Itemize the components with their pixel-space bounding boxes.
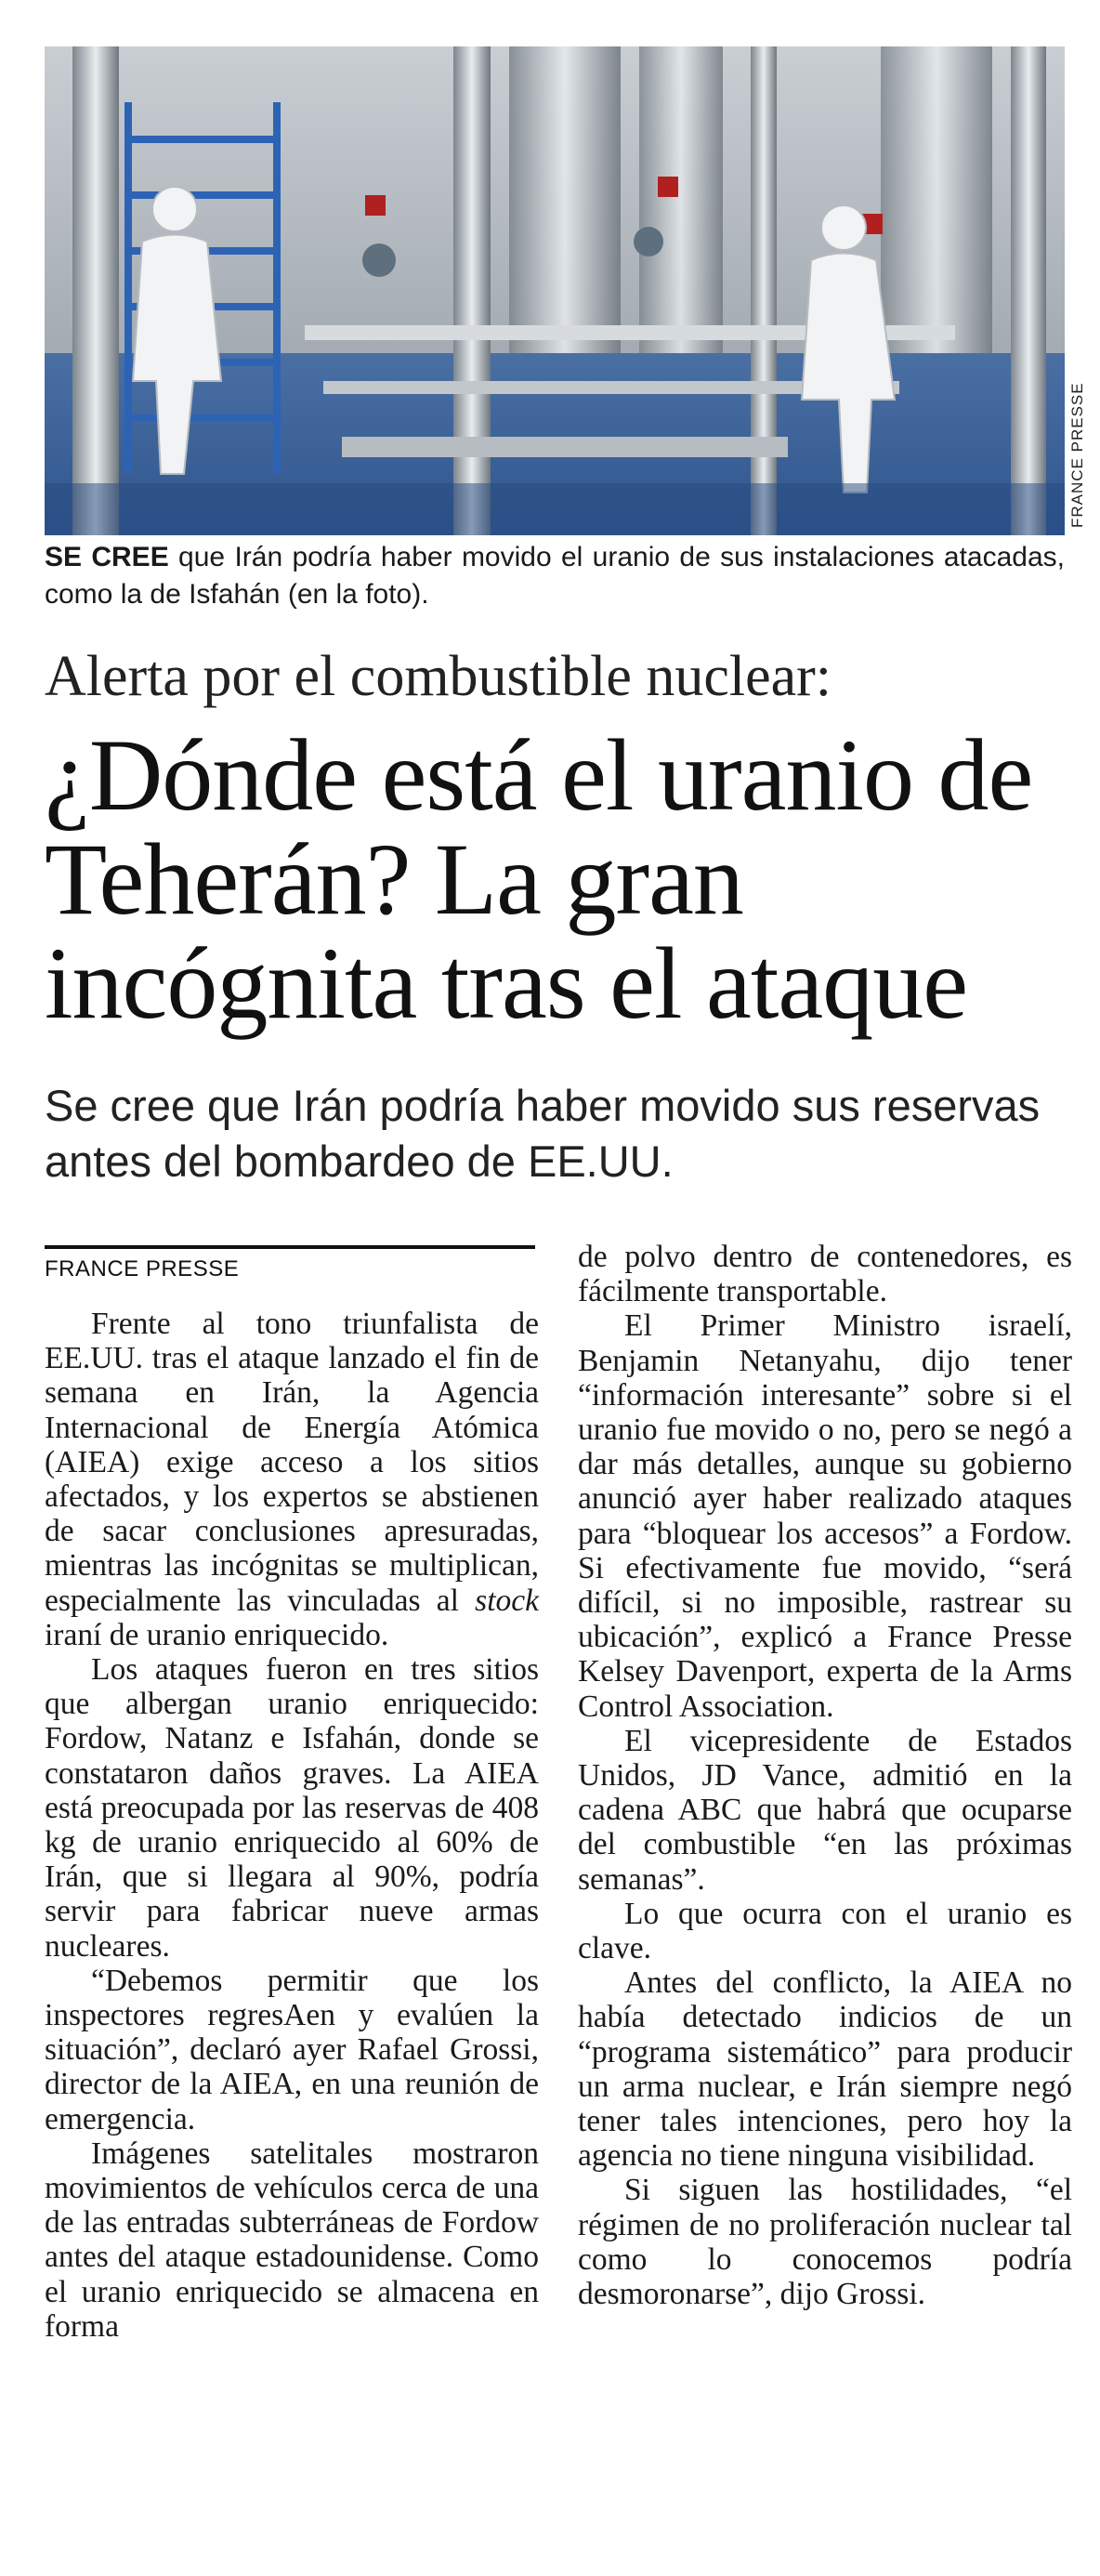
- article-kicker: Alerta por el combustible nuclear:: [45, 645, 832, 708]
- paragraph-1-text-end: iraní de uranio enriquecido.: [45, 1617, 389, 1652]
- body-column-1: [45, 1307, 539, 2344]
- paragraph-8: Lo que ocurra con el uranio es clave.: [578, 1896, 1072, 1966]
- article-headline: ¿Dónde está el uranio de Teherán? La gran incógnita tras el ataque: [45, 718, 1033, 1040]
- photo-caption: [45, 539, 1065, 613]
- article-deck: Se cree que Irán podría haber movido sus reservas antes del bombardeo de EE.UU.: [45, 1081, 1041, 1186]
- body-column-2: [578, 1240, 1072, 2311]
- paragraph-3: “Debemos permitir que los inspectores regresAen y evalúen la situación”, declaró ayer Rafael Grossi, director de la AIEA, en una reunión de emergencia.: [45, 1963, 539, 2136]
- nuclear-facility-photo-icon: [45, 46, 1065, 535]
- paragraph-9: Antes del conflicto, la AIEA no había detectado indicios de un “programa sistemático” para producir un arma nuclear, e Irán siempre negó tener tales intenciones, pero hoy la agencia no tiene ninguna visibilidad.: [578, 1965, 1072, 2174]
- paragraph-5: de polvo dentro de contenedores, es fácilmente transportable.: [578, 1240, 1072, 1309]
- article-byline: FRANCE PRESSE: [45, 1256, 240, 1281]
- byline-rule: [45, 1245, 535, 1249]
- paragraph-4: Imágenes satelitales mostraron movimientos de vehículos cerca de una de las entradas subterráneas de Fordow antes del ataque estadounidense. Como el uranio enriquecido se almacena en forma: [45, 2136, 539, 2344]
- article-photo: [45, 46, 1065, 535]
- photo-credit: FRANCE PRESSE: [1068, 382, 1086, 528]
- paragraph-10: Si siguen las hostilidades, “el régimen de no proliferación nuclear tal como lo conocemos podría desmoronarse”, dijo Grossi.: [578, 2173, 1072, 2312]
- paragraph-6: El Primer Ministro israelí, Benjamin Netanyahu, dijo tener “información interesante” sobre si el uranio fue movido o no, pero se negó a dar más detalles, aunque su gobierno anunció ayer haber realizado ataques para “bloquear los accesos” a Fordow. Si efectivamente fue movido, “será difícil, si no imposible, rastrear su ubicación”, explicó a France Presse Kelsey Davenport, experta de la Arms Control Association.: [578, 1308, 1072, 1724]
- paragraph-1-text: Frente al tono triunfalista de EE.UU. tras el ataque lanzado el fin de semana en Irán, la Agencia Internacional de Energía Atómica (AIEA) exige acceso a los sitios afectados, y los expertos se abstienen de sacar conclusiones apresuradas, mientras las incógnitas se multiplican, especialmente las vinculadas al: [45, 1307, 539, 1618]
- caption-lead: SE CREE: [45, 542, 169, 572]
- paragraph-7: El vicepresidente de Estados Unidos, JD Vance, admitió en la cadena ABC que habrá que ocuparse del combustible “en las próximas semanas”.: [578, 1723, 1072, 1897]
- caption-text: que Irán podría haber movido el uranio de sus instalaciones atacadas, como la de Isfahán (en la foto).: [45, 542, 1065, 610]
- paragraph-1-italic: stock: [475, 1583, 539, 1618]
- paragraph-2: Los ataques fueron en tres sitios que albergan uranio enriquecido: Fordow, Natanz e Isfahán, donde se constataron daños graves. La AIEA está preocupada por las reservas de 408 kg de uranio enriquecido al 60% de Irán, que si llegara al 90%, podría servir para fabricar nueve armas nucleares.: [45, 1652, 539, 1964]
- paragraph-1: [45, 1307, 539, 1652]
